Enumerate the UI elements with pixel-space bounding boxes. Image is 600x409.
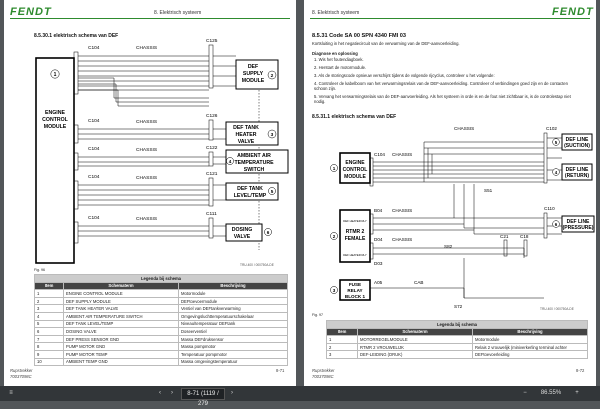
figure-number: Fig. 96 — [34, 268, 45, 272]
conn-label: C102 — [546, 126, 557, 131]
ecm-label-line: MODULE — [43, 124, 67, 130]
ecm-label-line: ENGINE — [45, 110, 65, 116]
figure-code: TRU-400 / 000750A-DE — [240, 263, 274, 267]
legend-col-header: Schematerm — [64, 282, 179, 290]
relay-sub-label: DEF HEATER RLY — [343, 219, 367, 223]
relay-label-line: RTMR 2 — [345, 229, 365, 235]
table-row: 7 DEF PRESS SENSOR GND Massa DEFdruksensor — [35, 335, 288, 343]
connector-c111 — [209, 218, 213, 238]
footer-product: Rupstrekker — [312, 368, 335, 373]
wiring-diagram-right — [304, 118, 596, 338]
item-number: 6 — [266, 230, 270, 235]
block-label: LEVEL/TEMP — [233, 193, 267, 199]
page-number: 8-71 — [276, 368, 285, 373]
block-label: (RETURN) — [564, 173, 590, 179]
chassis-label: CHASSIS — [136, 176, 158, 181]
table-row: 3 DEF TANK HEATER VALVE Ventiel van DEFtankverwarming — [35, 305, 288, 313]
connector-c126 — [209, 120, 213, 140]
item-number: 1 — [332, 166, 336, 171]
footer-code: 70037098C — [312, 374, 334, 379]
next-page-button[interactable]: › — [171, 390, 173, 396]
conn-label: C125 — [206, 39, 218, 44]
page-chevron-icon[interactable]: › — [231, 390, 233, 396]
block-label: (SUCTION) — [564, 143, 590, 149]
wiring-diagram-left — [4, 0, 296, 270]
document-page-left — [4, 0, 296, 386]
chapter-header: 8. Elektrisch systeem — [312, 10, 360, 16]
splice-label: S72 — [454, 304, 463, 309]
chassis-label: CHASSIS — [136, 46, 158, 51]
fendt-logo: FENDT — [10, 6, 52, 18]
item-number: 6 — [554, 222, 558, 227]
ecm-label-line: CONTROL — [342, 167, 368, 173]
table-row: 9 PUMP MOTOR TEMP Temperatuur pompmotor — [35, 350, 288, 358]
block-label: MODULE — [241, 78, 265, 84]
menu-icon[interactable]: ≡ — [9, 390, 13, 396]
item-number: 5 — [270, 189, 274, 194]
legend-col-header: Beschrijving — [473, 328, 588, 336]
chassis-label: CHASSIS — [392, 208, 413, 213]
cab-label: CAB — [414, 280, 424, 285]
item-number: 3 — [332, 288, 336, 293]
block-label: DEF LINE — [565, 167, 589, 173]
connector-c122 — [209, 152, 213, 166]
zoom-out-button[interactable]: − — [523, 390, 527, 396]
connector-c125 — [209, 45, 213, 88]
block-label: AMBIENT AIR — [237, 153, 271, 159]
step-item: 3. Als de storingscode opnieuw verschijnt tijdens de volgende rijcyclus, controleer u het volgende: — [314, 73, 495, 78]
page-number-input[interactable]: 8-71 (1119 / 279 — [181, 388, 225, 400]
table-row: 2 RTMR 2 VROUWELIJK Relais 2 vrouwelijk (miniverkerling terminal achter — [327, 343, 588, 351]
block-label: TEMPERATURE — [234, 160, 274, 166]
relay-label-line: FEMALE — [344, 236, 366, 242]
splice-label: S51 — [484, 188, 493, 193]
conn-label: C104 — [88, 175, 100, 180]
table-row: 3 DEF-LEIDING (DRUK) DEFtoevoerleiding — [327, 351, 588, 359]
connector-c18 — [524, 240, 527, 256]
conn-label: B04 — [374, 208, 383, 213]
connector-c110 — [544, 213, 547, 238]
conn-label: C18 — [520, 234, 529, 239]
block-label: VALVE — [233, 234, 251, 240]
item-number: 2 — [332, 234, 336, 239]
section-title: 8.5.30.1 elektrisch schema van DEF — [34, 33, 119, 39]
step-item: 4. Controleer de kabelboom van het verwarmingsrelais van de DEF-aanvoerleiding. Controleer of verbindingen goed zijn en de contacten schoon zijn. — [314, 81, 568, 92]
item-number: 5 — [554, 140, 558, 145]
table-row: 1 ENGINE CONTROL MODULE Motormodule — [35, 290, 288, 298]
chassis-label: CHASSIS — [392, 152, 413, 157]
fuse-label-line: BLOCK 1 — [344, 294, 366, 299]
figure-number: Fig. 97 — [312, 313, 323, 317]
chassis-label: CHASSIS — [136, 148, 158, 153]
steps-title: Diagnose en oplossing — [312, 51, 358, 56]
subsection-title: 8.5.31.1 elektrisch schema van DEF — [312, 114, 397, 120]
conn-label: D03 — [374, 261, 383, 266]
section-title: 8.5.31 Code SA 00 SPN 4340 FMI 03 — [312, 33, 406, 39]
item-number: 4 — [554, 170, 558, 175]
conn-label: C21 — [500, 234, 509, 239]
block-label: VALVE — [237, 139, 255, 145]
fuse-label-line: FUSE — [348, 282, 362, 287]
intro-text: Kortsluiting in het negatiecircuit van de verwarming van de DEF-aanvoerleiding. — [312, 41, 460, 46]
legend-caption: Legenda bij schema — [327, 321, 588, 329]
legend-col-header: Item — [327, 328, 358, 336]
block-label: (PRESSURE) — [562, 225, 594, 231]
table-row: 8 PUMP MOTOR GND Massa pompmotor — [35, 343, 288, 351]
block-label: DEF LINE — [566, 219, 590, 225]
conn-label: A05 — [374, 280, 383, 285]
conn-label: D04 — [374, 237, 383, 242]
step-item: 5. Vervang het verwarmingsrelais van de DEF-aanvoerleiding. Als het systeem in orde is en de fout niet zichtbaar is, is de controlestap niet nodig. — [314, 94, 571, 105]
conn-label: C121 — [206, 172, 218, 177]
pdf-viewer-toolbar — [0, 386, 600, 407]
block-label: DOSING — [231, 227, 253, 233]
zoom-level[interactable]: 86.55% — [540, 390, 562, 396]
legend-col-header: Item — [35, 282, 64, 290]
conn-label: C104 — [88, 46, 100, 51]
connector-c121 — [209, 178, 213, 206]
relay-sub-label: DEF HEATER RLY — [343, 253, 367, 257]
block-label: DEF LINE — [565, 137, 589, 143]
figure-code: TRU-400 / 000750A-DE — [540, 307, 574, 311]
page-number: 8-72 — [576, 368, 585, 373]
item-number: 2 — [270, 74, 274, 79]
item-number: 1 — [53, 72, 57, 78]
table-row: 2 DEF SUPPLY MODULE DEFtoevoermodule — [35, 297, 288, 305]
table-row: 6 DOSING VALVE Doseerventiel — [35, 328, 288, 336]
item-number: 4 — [228, 159, 232, 164]
block-label: DEF — [247, 64, 259, 70]
table-row: 4 AMBIENT AIR TEMPERATURE SWITCH Omgevingsluchttemperatuurschakelaar — [35, 312, 288, 320]
conn-label: C126 — [206, 114, 218, 119]
step-item: 2. Herstart de motormodule. — [314, 65, 367, 70]
table-row: 10 AMBIENT TEMP GND Massa omgevingstemperatuur — [35, 358, 288, 366]
connector-c102 — [544, 133, 547, 183]
legend-table — [326, 320, 588, 359]
chassis-label: CHASSIS — [136, 217, 158, 222]
conn-label: C104 — [88, 147, 100, 152]
document-page-right — [304, 0, 596, 386]
chassis-label: CHASSIS — [454, 126, 475, 131]
footer-product: Rupstrekker — [10, 368, 33, 373]
conn-label: C104 — [88, 119, 100, 124]
conn-label: C104 — [88, 216, 100, 221]
block-label: DEF TANK — [233, 125, 259, 131]
ecm-block — [36, 58, 74, 263]
conn-label: C104 — [374, 152, 385, 157]
legend-col-header: Beschrijving — [179, 282, 288, 290]
conn-label: C122 — [206, 146, 218, 151]
ecm-label-line: ENGINE — [345, 160, 365, 166]
zoom-in-button[interactable]: + — [575, 390, 579, 396]
block-label: SWITCH — [243, 167, 265, 173]
step-item: 1. Wis het foutendiagboek. — [314, 57, 364, 62]
previous-page-button[interactable]: ‹ — [159, 390, 161, 396]
block-label: SUPPLY — [242, 71, 264, 77]
ecm-label-line: MODULE — [344, 174, 366, 180]
table-row: 1 MOTORREGELMODULE Motormodule — [327, 336, 588, 344]
chassis-label: CHASSIS — [392, 237, 413, 242]
conn-label: C110 — [544, 206, 555, 211]
chapter-header: 8. Elektrisch systeem — [154, 10, 202, 16]
footer-code: 70037098C — [10, 374, 32, 379]
header-rule — [310, 18, 590, 19]
legend-table — [34, 274, 288, 366]
table-row: 5 DEF TANK LEVEL/TEMP Niveau/temperatuur DEFtank — [35, 320, 288, 328]
splice-label: S82 — [444, 244, 453, 249]
item-number: 3 — [270, 133, 274, 138]
ecm-label-line: CONTROL — [42, 117, 68, 123]
conn-label: C111 — [206, 212, 217, 217]
chassis-label: CHASSIS — [136, 120, 158, 125]
block-label: HEATER — [235, 132, 257, 138]
fendt-logo: FENDT — [552, 6, 594, 18]
fuse-label-line: RELAY — [347, 288, 363, 293]
legend-col-header: Schematerm — [358, 328, 473, 336]
legend-caption: Legenda bij schema — [35, 275, 288, 283]
block-label: DEF TANK — [237, 186, 263, 192]
